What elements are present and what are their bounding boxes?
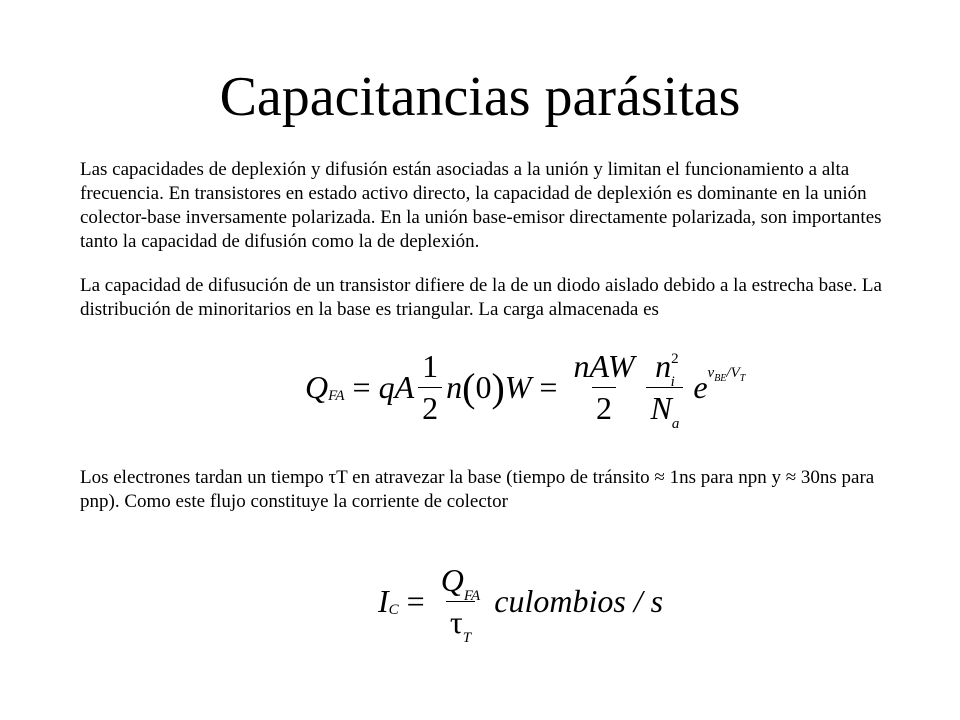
- eq1-zero: 0: [475, 368, 492, 405]
- eq1-nAW-fraction: [569, 348, 638, 427]
- eq1-half-fraction: [418, 348, 442, 427]
- eq1-W: W: [504, 368, 532, 405]
- eq1-Q-sub: FA: [328, 387, 345, 404]
- eq1-ni: n: [655, 347, 672, 384]
- eq1-nAW: nAW: [573, 347, 635, 384]
- slide-title: Capacitancias parásitas: [219, 66, 741, 128]
- eq1-Na: N: [650, 389, 672, 426]
- eq2-tau: τ: [449, 603, 463, 640]
- eq1-Na-sub: a: [671, 415, 680, 432]
- eq1-e: e: [693, 368, 708, 405]
- eq1-exponent: $v_{BE}/V_T$: [707, 364, 746, 384]
- eq2-equals: =: [406, 582, 425, 619]
- eq2-Q-sub: FA: [463, 587, 481, 604]
- eq2-units: culombios / s: [494, 582, 664, 619]
- eq1-half-den: 2: [418, 387, 442, 427]
- eq1-n: n: [446, 368, 463, 405]
- eq1-equals: =: [352, 368, 371, 405]
- equation-collector-current: [378, 561, 664, 646]
- eq1-ni-sup: 2: [671, 350, 679, 367]
- equation-stored-charge: Q FA = qA $\frac{1}{2}$ n ( 0 ) W = $\frac{\text{nAW}}{2}$ $\frac{n^2_i}{N_a}$ e $v_{BE}/V_T$: [305, 347, 746, 432]
- eq2-I-sub: C: [388, 601, 399, 618]
- paragraph-diffusion: La capacidad de difusución de un transistor difiere de la de un diodo aislado debido a la estrecha base. La distribución de minoritarios en la base es triangular. La carga almacenada es: [80, 275, 882, 320]
- eq2-I: I: [378, 582, 389, 619]
- paragraph-transit-time: Los electrones tardan un tiempo τT en atravezar la base (tiempo de tránsito ≈ 1ns para npn y ≈ 30ns para pnp). Como este flujo constituye la corriente de colector: [80, 467, 875, 512]
- eq2-fraction: [437, 561, 485, 646]
- eq1-half-num: 1: [422, 347, 439, 384]
- eq1-ni-fraction: [646, 347, 683, 432]
- paragraph-capacitances: Las capacidades de deplexión y difusión están asociadas a la unión y limitan el funcionamiento a alta frecuencia. En transistores en estado activo directo, la capacidad de deplexión es dominante en la unión colector-base inversamente polarizada. En la unión base-emisor directamente polarizada, son importantes tanto la capacidad de difusión como la de deplexión.: [80, 159, 882, 252]
- eq2-tau-sub: T: [462, 629, 472, 646]
- eq1-Q: Q: [305, 368, 329, 405]
- eq1-two-b: 2: [592, 387, 616, 427]
- eq2-Q: Q: [440, 561, 464, 598]
- eq1-qA: qA: [378, 368, 415, 405]
- eq1-ni-sub: i: [670, 373, 675, 390]
